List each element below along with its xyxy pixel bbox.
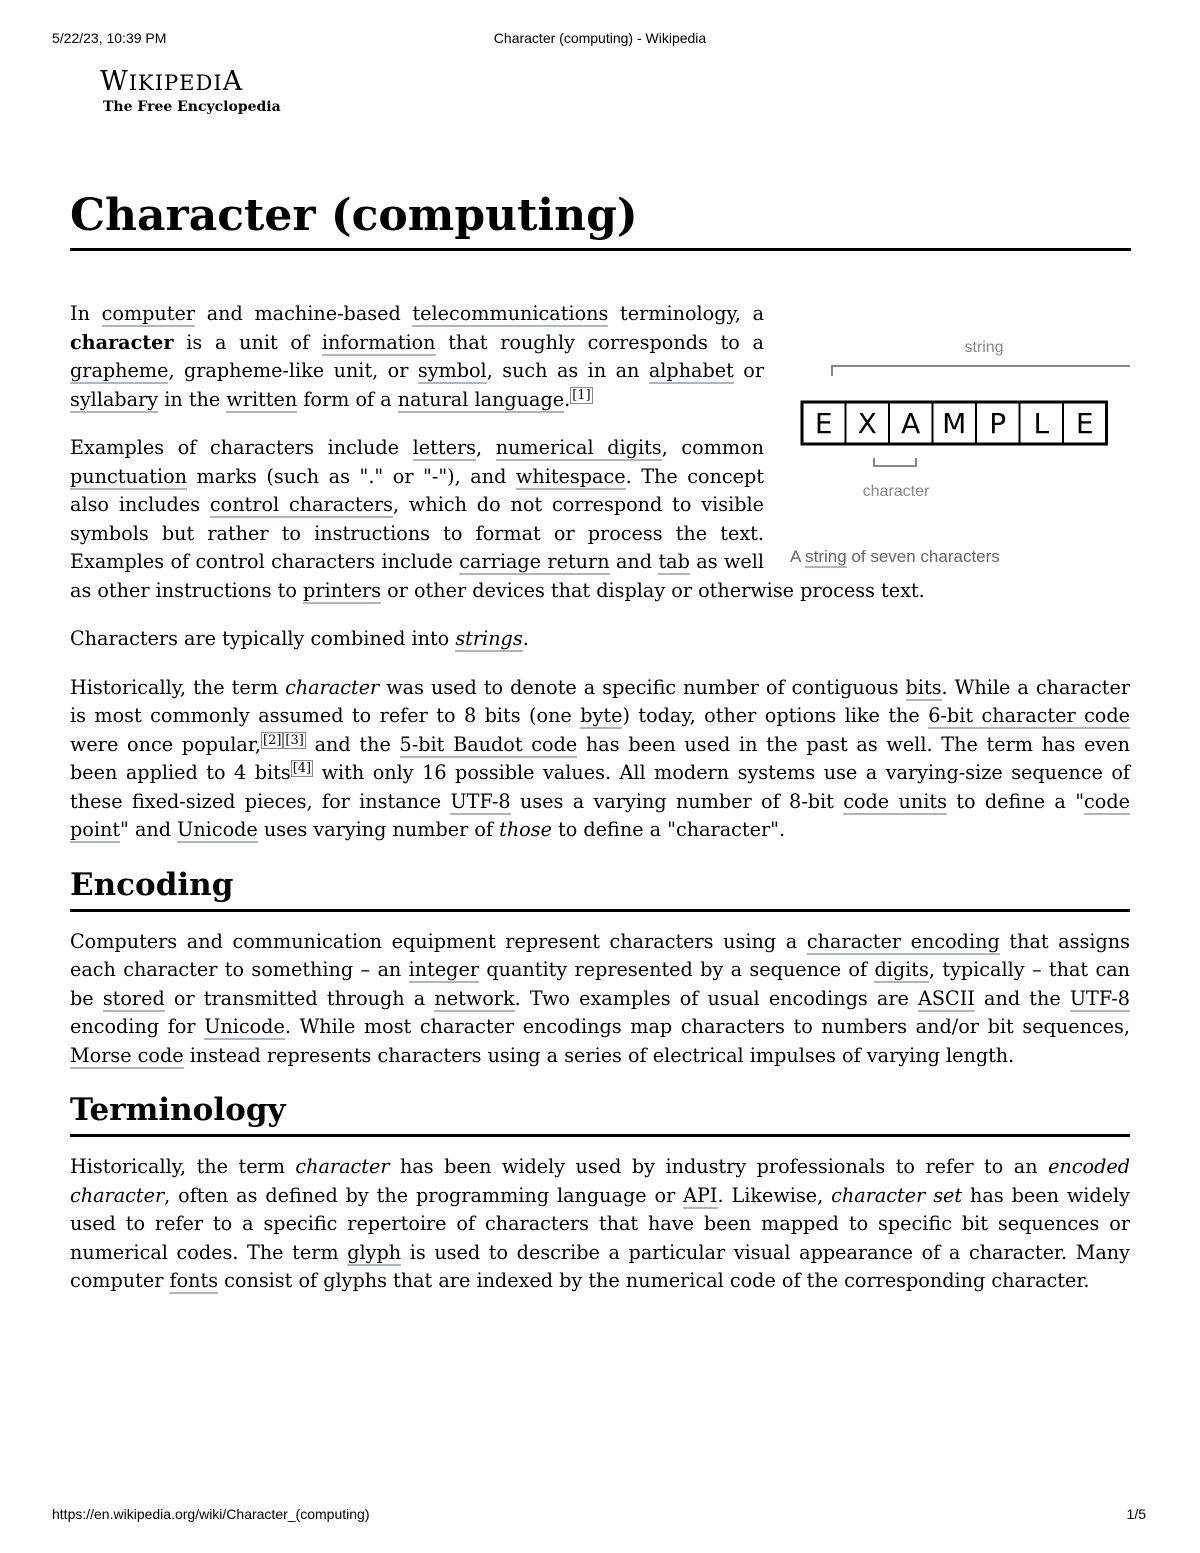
link-unicode-encoding[interactable]: Unicode (204, 1015, 285, 1038)
print-url: https://en.wikipedia.org/wiki/Character_(computing) (52, 1506, 370, 1522)
print-doc-title: Character (computing) - Wikipedia (493, 30, 707, 46)
link-written[interactable]: written (226, 387, 298, 411)
link-network[interactable]: network (434, 986, 515, 1010)
citation-2[interactable]: [2] (263, 732, 282, 748)
link-grapheme[interactable]: grapheme (70, 359, 169, 382)
link-5-bit-baudot-code[interactable]: 5-bit Baudot code (399, 732, 578, 756)
letter-boxes (802, 402, 1107, 444)
example-figure (790, 320, 1130, 568)
link-code-units[interactable]: code units (843, 789, 947, 813)
link-utf-8[interactable]: UTF-8 (450, 789, 511, 813)
page-title: Character (computing) (70, 186, 1131, 251)
link-bits[interactable]: bits (905, 675, 942, 699)
bold-term-character: character (70, 330, 174, 354)
italic-character: character (285, 675, 380, 699)
intro-paragraph-4: Historically, the term character was used to denote a specific number of contiguous bits. While a character is most commonly assumed to refer to 8 bits (one byte) today, other options like the 6-bit character code were once popular, [2] [3] and the 5-bit Baudot code has been used in the past as well. The term has even been applied to 4 bits [4] with only 16 possible values. All modern systems use a varying-size sequence of these fixed-sized pieces, for instance UTF-8 uses a varying number of 8-bit code units to define a "code point" and Unicode uses varying number of those to define a "character". (70, 675, 1130, 841)
link-tab[interactable]: tab (658, 550, 690, 573)
link-natural-language[interactable]: natural language (397, 387, 565, 411)
link-alphabet[interactable]: alphabet (648, 359, 734, 382)
logo-tagline: The Free Encyclopedia (103, 99, 281, 115)
link-morse-code[interactable]: Morse code (70, 1043, 184, 1067)
link-control-characters[interactable]: control characters (209, 493, 393, 516)
letter-cell: A (901, 407, 921, 440)
link-utf-8-encoding[interactable]: UTF-8 (1069, 986, 1130, 1010)
letter-cell: M (942, 407, 967, 440)
intro-paragraph-3: Characters are typically combined into strings. (70, 627, 529, 650)
article-content (70, 300, 1130, 1316)
logo-wordmark: WIKIPEDIA (100, 66, 244, 97)
intro-paragraph-1: In computer and machine-based telecommunications terminology, a character is a unit of information that roughly corresponds to a grapheme, grapheme-like unit, or symbol, such as in an alphabet or syllabary in the written form of a natural language. [1] (70, 302, 765, 411)
italic-character-set: character set (831, 1183, 963, 1207)
link-punctuation[interactable]: punctuation (70, 464, 188, 488)
link-ascii[interactable]: ASCII (918, 986, 975, 1010)
link-byte[interactable]: byte (580, 704, 623, 727)
link-code-point[interactable]: code point (70, 789, 1130, 841)
letter-cell: E (814, 407, 833, 440)
link-fonts[interactable]: fonts (169, 1269, 219, 1292)
letter-cell: E (1075, 407, 1094, 440)
citation-1[interactable]: [1] (572, 387, 591, 403)
link-stored[interactable]: stored (102, 986, 165, 1010)
link-character-encoding[interactable]: character encoding (806, 929, 1000, 953)
link-syllabary[interactable]: syllabary (70, 387, 159, 411)
terminology-paragraph: Historically, the term character has been widely used by industry professionals to refer to an encoded character, often as defined by the programming language or API. Likewise, character set has been widely used to refer to a specific repertoire of characters that have been mapped to specific bit sequences or numerical codes. The term glyph is used to describe a particular visual appearance of a character. Many computer fonts consist of glyphs that are indexed by the numerical code of the corresponding character. (70, 1155, 1131, 1292)
letter-cell: X (857, 407, 877, 440)
citation-4[interactable]: [4] (292, 761, 312, 776)
character-label: character (862, 483, 930, 500)
link-api[interactable]: API (683, 1183, 718, 1207)
link-glyph[interactable]: glyph (347, 1240, 402, 1264)
link-digits[interactable]: digits (874, 958, 929, 981)
letter-cell: P (989, 407, 1007, 440)
italic-those: those (499, 818, 552, 841)
link-computer[interactable]: computer (101, 302, 196, 325)
heading-terminology: Terminology (70, 1090, 1130, 1137)
link-strings[interactable]: strings (455, 627, 523, 650)
link-6-bit-character-code[interactable]: 6-bit character code (928, 704, 1130, 727)
encoding-paragraph: Computers and communication equipment represent characters using a character encoding that assigns each character to something – an integer quantity represented by a sequence of digits, typically – that can be stored or transmitted through a network. Two examples of usual encodings are ASCII and the UTF-8 encoding for Unicode. While most character encodings map characters to numbers and/or bit sequences, Morse code instead represents characters using a series of electrical impulses of varying length. (70, 929, 1131, 1067)
link-printers[interactable]: printers (303, 578, 382, 602)
print-datetime: 5/22/23, 10:39 PM (52, 30, 167, 46)
link-symbol[interactable]: symbol (417, 359, 487, 382)
link-string[interactable]: string (805, 547, 847, 566)
citation-3[interactable]: [3] (285, 732, 304, 748)
letter-cell: L (1033, 407, 1050, 440)
character-bracket (874, 458, 916, 466)
italic-character-2: character (295, 1155, 390, 1178)
heading-encoding: Encoding (70, 865, 1130, 912)
link-letters[interactable]: letters (412, 436, 476, 459)
link-unicode[interactable]: Unicode (177, 818, 258, 841)
print-header (0, 30, 1200, 50)
link-telecommunications[interactable]: telecommunications (412, 302, 609, 325)
string-diagram (790, 320, 1130, 510)
link-carriage-return[interactable]: carriage return (459, 550, 610, 573)
link-whitespace[interactable]: whitespace (515, 464, 626, 488)
wikipedia-logo[interactable] (100, 66, 281, 115)
string-bracket (832, 366, 1130, 376)
print-footer (0, 1506, 1200, 1526)
figure-caption: A string of seven characters (790, 547, 1000, 566)
italic-encoded-character: encoded character (70, 1155, 1130, 1207)
string-label: string (964, 339, 1004, 356)
link-integer[interactable]: integer (408, 958, 479, 981)
link-information[interactable]: information (321, 330, 436, 354)
link-numerical-digits[interactable]: numerical digits (495, 436, 662, 459)
intro-paragraph-2: Examples of characters include letters, numerical digits, common punctuation marks (such as "." or "-"), and whitespace. The concept also includes control characters, which do not correspond to visible symbols but rather to instructions to format or process the text. Examples of control characters include carriage return and tab as well as other instructions to printers or other devices that display or otherwise process text. (70, 436, 925, 602)
print-page-number: 1/5 (1126, 1506, 1146, 1522)
